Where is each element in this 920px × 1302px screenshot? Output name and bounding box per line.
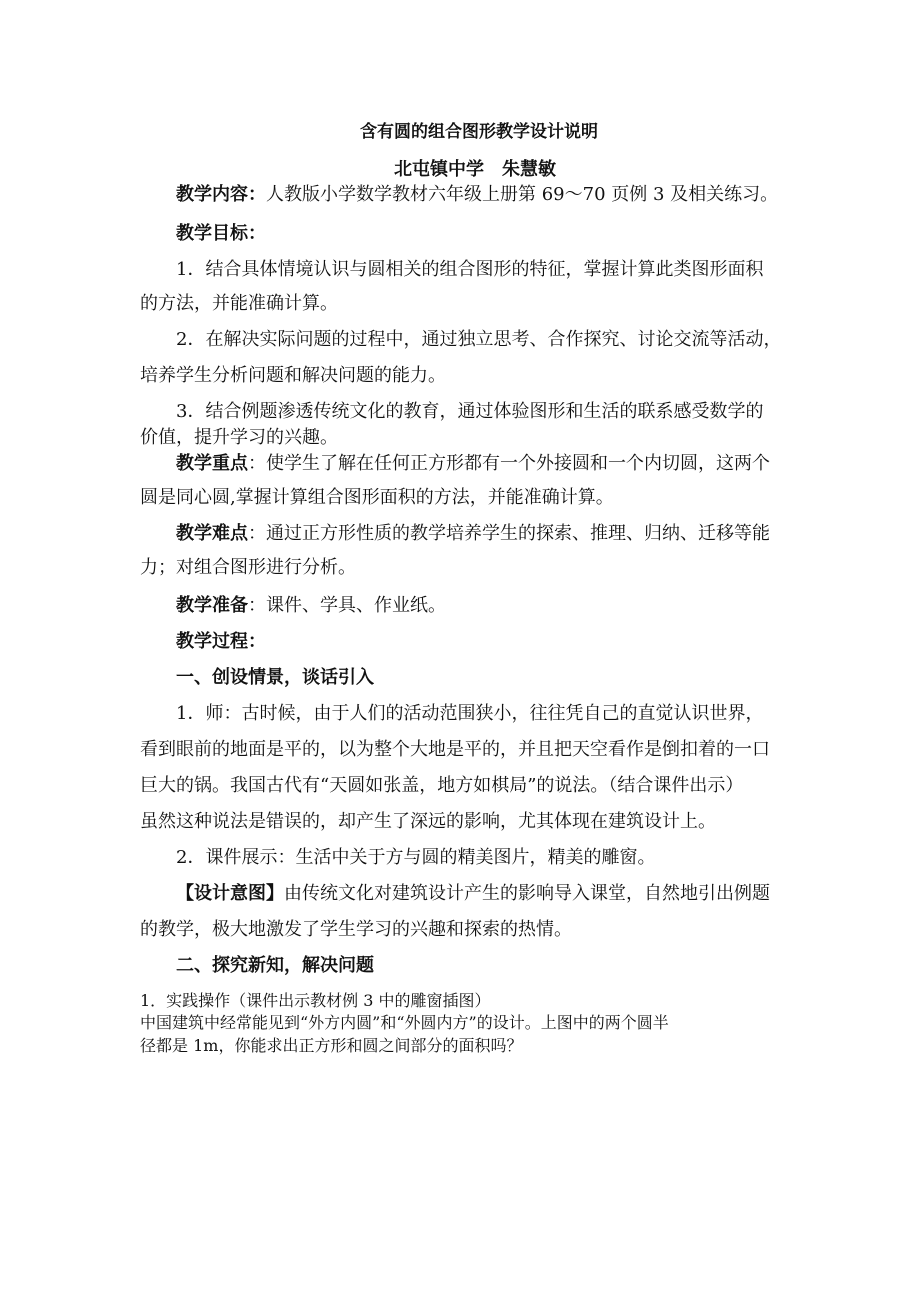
design-intent-text: 由传统文化对建筑设计产生的影响导入课堂，自然地引出例题 — [284, 883, 770, 904]
design-intent-label: 【设计意图】 — [176, 883, 284, 904]
design-intent-line-1 — [176, 882, 770, 906]
section-2-item-1: 1．实践操作（课件出示教材例 3 中的雕窗插图） — [140, 991, 491, 1010]
goal-3-line-1: 3．结合例题渗透传统文化的教育，通过体验图形和生活的联系感受数学的 — [176, 401, 764, 422]
section-2-text-line-1: 中国建筑中经常能见到“外方内圆”和“外圆内方”的设计。上图中的两个圆半 — [140, 1013, 669, 1032]
difficulty-label: 教学难点 — [176, 523, 248, 544]
design-intent-line-2: 的教学，极大地激发了学生学习的兴趣和探索的热情。 — [140, 919, 572, 940]
difficulty-line-1 — [176, 522, 770, 546]
goal-3-line-2: 价值，提升学习的兴趣。 — [140, 427, 338, 448]
teaching-content-label: 教学内容： — [176, 184, 266, 205]
key-point-label: 教学重点 — [176, 453, 248, 474]
key-point-text: ：使学生了解在任何正方形都有一个外接圆和一个内切圆，这两个 — [248, 453, 770, 474]
section-2-text-line-2: 径都是 1m，你能求出正方形和圆之间部分的面积吗？ — [140, 1036, 523, 1055]
section-1-item-1-line-4: 虽然这种说法是错误的，却产生了深远的影响，尤其体现在建筑设计上。 — [140, 811, 716, 832]
key-point-line-2: 圆是同心圆,掌握计算组合图形面积的方法，并能准确计算。 — [140, 487, 614, 508]
preparation-label: 教学准备 — [176, 595, 248, 616]
teaching-content — [176, 183, 778, 207]
section-1-item-1-line-1: 1．师：古时候，由于人们的活动范围狭小，往往凭自己的直觉认识世界， — [176, 703, 764, 724]
goal-1-line-1: 1．结合具体情境认识与圆相关的组合图形的特征，掌握计算此类图形面积 — [176, 259, 764, 280]
section-1-item-2: 2．课件展示：生活中关于方与圆的精美图片，精美的雕窗。 — [176, 847, 656, 868]
preparation-line — [176, 594, 446, 618]
difficulty-text: ：通过正方形性质的教学培养学生的探索、推理、归纳、迁移等能 — [248, 523, 770, 544]
section-1-item-1-line-3: 巨大的锅。我国古代有“天圆如张盖，地方如棋局”的说法。（结合课件出示） — [140, 775, 744, 796]
section-2-heading: 二、探究新知，解决问题 — [176, 955, 374, 976]
preparation-text: ：课件、学具、作业纸。 — [248, 595, 446, 616]
section-1-heading: 一、创设情景，谈话引入 — [176, 667, 374, 688]
teaching-process-heading: 教学过程： — [176, 631, 266, 652]
goal-1-line-2: 的方法，并能准确计算。 — [140, 293, 338, 314]
difficulty-line-2: 力；对组合图形进行分析。 — [140, 557, 356, 578]
teaching-goals-heading: 教学目标： — [176, 223, 266, 244]
goal-2-line-2: 培养学生分析问题和解决问题的能力。 — [140, 365, 446, 386]
goal-2-line-1: 2．在解决实际问题的过程中，通过独立思考、合作探究、讨论交流等活动， — [176, 329, 782, 350]
key-point-line-1 — [176, 452, 770, 476]
document-title: 含有圆的组合图形教学设计说明 — [360, 122, 598, 142]
teaching-content-text: 人教版小学数学教材六年级上册第 69～70 页例 3 及相关练习。 — [266, 184, 779, 205]
section-1-item-1-line-2: 看到眼前的地面是平的，以为整个大地是平的，并且把天空看作是倒扣着的一口 — [140, 739, 770, 760]
author-line: 北屯镇中学 朱慧敏 — [394, 159, 556, 180]
